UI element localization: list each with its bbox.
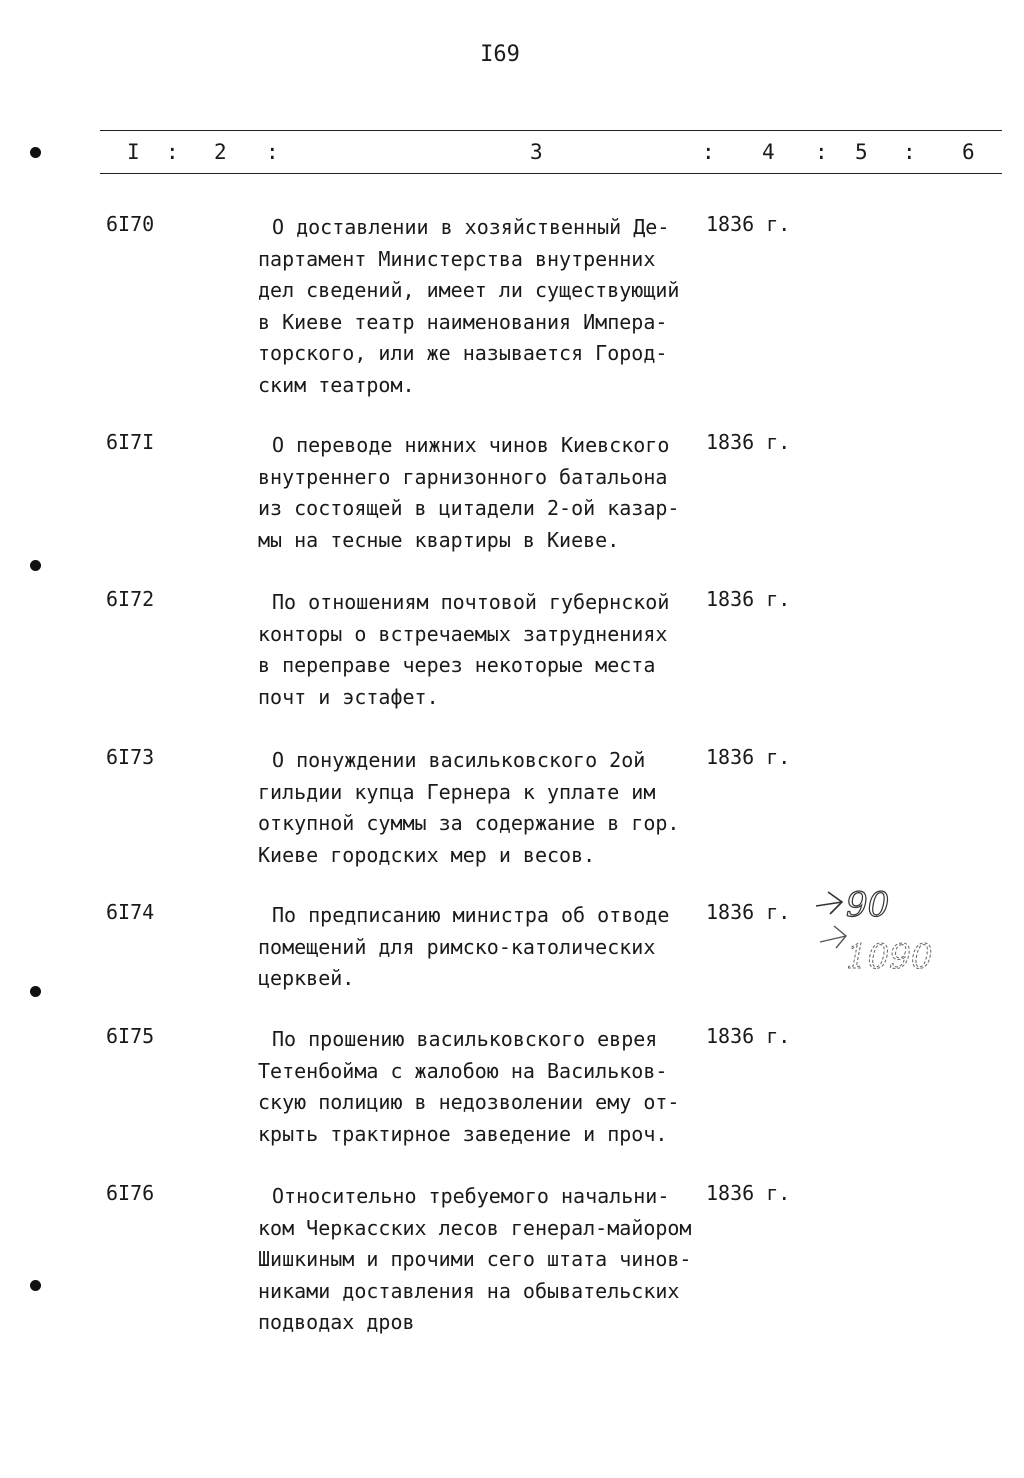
punch-hole: [30, 560, 41, 571]
entry-line: никами доставления на обывательских: [258, 1278, 680, 1303]
entry-line: ком Черкасских лесов генерал-майором: [258, 1215, 692, 1240]
entry-line: конторы о встречаемых затруднениях: [258, 621, 668, 646]
entry-description: [258, 1024, 718, 1150]
entry-description: [258, 900, 718, 995]
punch-hole: [30, 1280, 41, 1291]
entry-number: 6I72: [106, 587, 155, 611]
entry-line: в переправе через некоторые места: [258, 653, 656, 677]
entry-line: подводах дров: [258, 1310, 415, 1334]
entry-line: крыть трактирное заведение и проч.: [258, 1121, 668, 1146]
page-number: I69: [480, 42, 520, 67]
entry-line: Относительно требуемого начальни-: [272, 1184, 670, 1208]
entry-line: церквей.: [258, 966, 355, 990]
column-header-3: 3: [530, 140, 543, 164]
column-header-6: 6: [962, 140, 975, 164]
entry-line: Тетенбойма с жалобою на Васильков-: [258, 1058, 668, 1083]
entry-line: Киеве городских мер и весов.: [258, 842, 596, 867]
column-separator: :: [266, 140, 279, 164]
punch-hole: [30, 147, 41, 158]
entry-line: помещений для римско-католических: [258, 934, 656, 959]
entry-line: скую полицию в недозволении ему от-: [258, 1090, 680, 1114]
entry-number: 6I75: [106, 1024, 155, 1048]
entry-year: 1836 г.: [706, 587, 791, 611]
entry-line: торского, или же называется Город-: [258, 341, 668, 365]
entry-year: 1836 г.: [706, 900, 791, 924]
entry-line: По прошению васильковского еврея: [272, 1027, 658, 1051]
column-header-4: 4: [762, 140, 775, 164]
entry-line: мы на тесные квартиры в Киеве.: [258, 527, 620, 552]
entry-line: По предписанию министра об отводе: [272, 903, 670, 927]
header-top-rule: [100, 130, 1002, 131]
handwritten-number-2: 1090: [846, 937, 933, 977]
entry-line: дел сведений, имеет ли существующий: [258, 278, 680, 302]
column-header-5: 5: [855, 140, 868, 164]
entry-description: [258, 430, 718, 556]
entry-line: О переводе нижних чинов Киевского: [272, 433, 670, 457]
entry-line: внутреннего гарнизонного батальона: [258, 464, 668, 489]
entry-line: откупной суммы за содержание в гор.: [258, 811, 680, 835]
handwritten-note: [808, 878, 968, 988]
entry-number: 6I7I: [106, 430, 155, 454]
column-header-2: 2: [214, 140, 227, 164]
entry-line: ским театром.: [258, 372, 415, 397]
column-separator: :: [903, 140, 916, 164]
entry-year: 1836 г.: [706, 430, 791, 454]
entry-number: 6I76: [106, 1181, 155, 1205]
entry-line: О понуждении васильковского 2ой: [272, 748, 646, 772]
entry-line: из состоящей в цитадели 2-ой казар-: [258, 496, 680, 520]
entry-number: 6I74: [106, 900, 155, 924]
column-separator: :: [166, 140, 179, 164]
entry-line: в Киеве театр наименования Импера-: [258, 309, 668, 334]
entry-line: гильдии купца Гернера к уплате им: [258, 779, 656, 804]
handwritten-arrow: [816, 892, 842, 914]
entry-line: партамент Министерства внутренних: [258, 246, 656, 271]
column-separator: :: [702, 140, 715, 164]
column-header-1: I: [127, 140, 140, 164]
entry-number: 6I73: [106, 745, 155, 769]
entry-description: [258, 212, 718, 401]
entry-description: [258, 587, 718, 713]
column-separator: :: [815, 140, 828, 164]
entry-description: [258, 1181, 718, 1339]
entry-year: 1836 г.: [706, 1024, 791, 1048]
entry-year: 1836 г.: [706, 212, 791, 236]
entry-year: 1836 г.: [706, 745, 791, 769]
punch-hole: [30, 986, 41, 997]
entry-number: 6I70: [106, 212, 155, 236]
handwritten-arrow: [820, 926, 846, 948]
entry-line: По отношениям почтовой губернской: [272, 590, 670, 614]
entry-line: О доставлении в хозяйственный Де-: [272, 215, 670, 239]
entry-line: почт и эстафет.: [258, 684, 439, 709]
entry-description: [258, 745, 718, 871]
entry-line: Шишкиным и прочими сего штата чинов-: [258, 1247, 692, 1271]
handwritten-number-1: 90: [846, 885, 890, 925]
header-bottom-rule: [100, 173, 1002, 174]
entry-year: 1836 г.: [706, 1181, 791, 1205]
